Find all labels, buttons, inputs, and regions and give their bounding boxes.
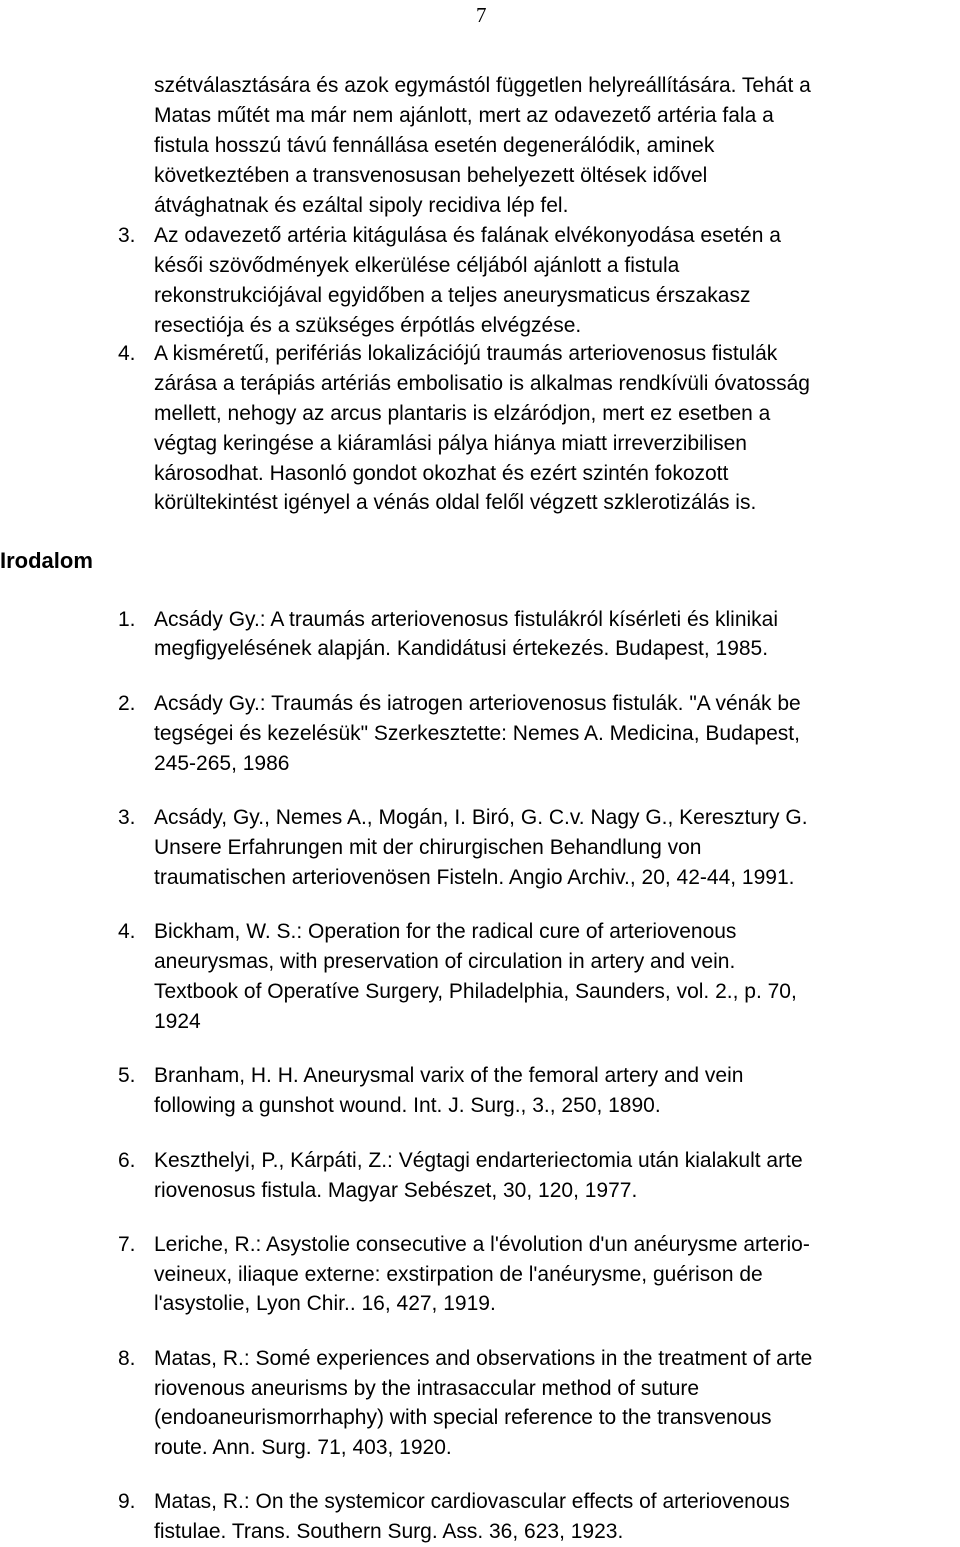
list-item-number: 3. (118, 224, 136, 247)
reference-line: following a gunshot wound. Int. J. Surg., 3., 250, 1890. (154, 1094, 661, 1117)
reference-number: 8. (118, 1347, 136, 1370)
reference-number: 3. (118, 806, 136, 829)
reference-line: Unsere Erfahrungen mit der chirurgischen Behandlung von (154, 836, 702, 859)
reference-number: 1. (118, 608, 136, 631)
reference-line: (endoaneurismorrhaphy) with special reference to the transvenous (154, 1406, 772, 1429)
reference-line: Bickham, W. S.: Operation for the radical cure of arteriovenous (154, 920, 737, 943)
reference-line: l'asystolie, Lyon Chir.. 16, 427, 1919. (154, 1292, 496, 1315)
reference-line: Branham, H. H. Aneurysmal varix of the femoral artery and vein (154, 1064, 744, 1087)
reference-line: Leriche, R.: Asystolie consecutive a l'évolution d'un anéurysme arterio- (154, 1233, 810, 1256)
reference-line: Acsády Gy.: Traumás és iatrogen arteriovenosus fistulák. "A vénák be (154, 692, 801, 715)
reference-line: Keszthelyi, P., Kárpáti, Z.: Végtagi endarteriectomia után kialakult arte (154, 1149, 803, 1172)
reference-line: Matas, R.: Somé experiences and observations in the treatment of arte (154, 1347, 813, 1370)
reference-line: Matas, R.: On the systemicor cardiovascular effects of arteriovenous (154, 1490, 790, 1513)
reference-line: riovenosus fistula. Magyar Sebészet, 30, 120, 1977. (154, 1179, 638, 1202)
reference-line: Textbook of Operatíve Surgery, Philadelphia, Saunders, vol. 2., p. 70, (154, 980, 797, 1003)
list-item-line: végtag keringése a kiáramlási pálya hiánya miatt irreverzibilisen (154, 432, 747, 455)
list-item-line: károsodhat. Hasonló gondot okozhat és ezért szintén fokozott (154, 462, 729, 485)
page-number: 7 (476, 3, 487, 27)
list-item-line: mellett, nehogy az arcus plantaris is elzáródjon, mert ez esetben a (154, 402, 771, 425)
list-item-line: Az odavezető artéria kitágulása és falának elvékonyodása esetén a (154, 224, 781, 247)
paragraph-line: szétválasztására és azok egymástól független helyreállítására. Tehát a (154, 74, 811, 97)
reference-line: Acsády Gy.: A traumás arteriovenosus fistulákról kísérleti és klinikai (154, 608, 779, 631)
reference-line: tegségei és kezelésük" Szerkesztette: Nemes A. Medicina, Budapest, (154, 722, 800, 745)
paragraph-line: átvághatnak és ezáltal sipoly recidiva lép fel. (154, 194, 569, 217)
reference-line: riovenous aneurisms by the intrasaccular method of suture (154, 1377, 700, 1400)
reference-line: megfigyelésének alapján. Kandidátusi értekezés. Budapest, 1985. (154, 637, 769, 660)
paragraph-line: következtében a transvenosusan behelyezett öltések idővel (154, 164, 708, 187)
reference-line: veineux, iliaque externe: exstirpation de l'anéurysme, guérison de (154, 1263, 763, 1286)
list-item-line: resectiója és a szükséges érpótlás elvégzése. (154, 314, 582, 337)
reference-number: 5. (118, 1064, 136, 1087)
reference-number: 9. (118, 1490, 136, 1513)
reference-number: 4. (118, 920, 136, 943)
list-item-line: zárása a terápiás artériás embolisatio is alkalmas rendkívüli óvatosság (154, 372, 810, 395)
reference-number: 6. (118, 1149, 136, 1172)
list-item-number: 4. (118, 342, 136, 365)
reference-line: 1924 (154, 1010, 201, 1033)
reference-number: 2. (118, 692, 136, 715)
reference-line: 245-265, 1986 (154, 752, 290, 775)
reference-number: 7. (118, 1233, 136, 1256)
paragraph-line: fistula hosszú távú fennállása esetén degenerálódik, aminek (154, 134, 715, 157)
reference-line: traumatischen arteriovenösen Fisteln. Angio Archiv., 20, 42-44, 1991. (154, 866, 795, 889)
references-heading: Irodalom (0, 548, 93, 573)
reference-line: aneurysmas, with preservation of circulation in artery and vein. (154, 950, 736, 973)
list-item-line: körültekintést igényel a vénás oldal felől végzett szklerotizálás is. (154, 491, 757, 514)
reference-line: route. Ann. Surg. 71, 403, 1920. (154, 1436, 452, 1459)
paragraph-line: Matas műtét ma már nem ajánlott, mert az odavezető artéria fala a (154, 104, 774, 127)
list-item-line: A kisméretű, perifériás lokalizációjú traumás arteriovenosus fistulák (154, 342, 778, 365)
reference-line: Acsády, Gy., Nemes A., Mogán, I. Biró, G. C.v. Nagy G., Keresztury G. (154, 806, 808, 829)
reference-line: fistulae. Trans. Southern Surg. Ass. 36, 623, 1923. (154, 1520, 624, 1543)
list-item-line: késői szövődmények elkerülése céljából ajánlott a fistula (154, 254, 680, 277)
list-item-line: rekonstrukciójával egyidőben a teljes aneurysmaticus érszakasz (154, 284, 751, 307)
